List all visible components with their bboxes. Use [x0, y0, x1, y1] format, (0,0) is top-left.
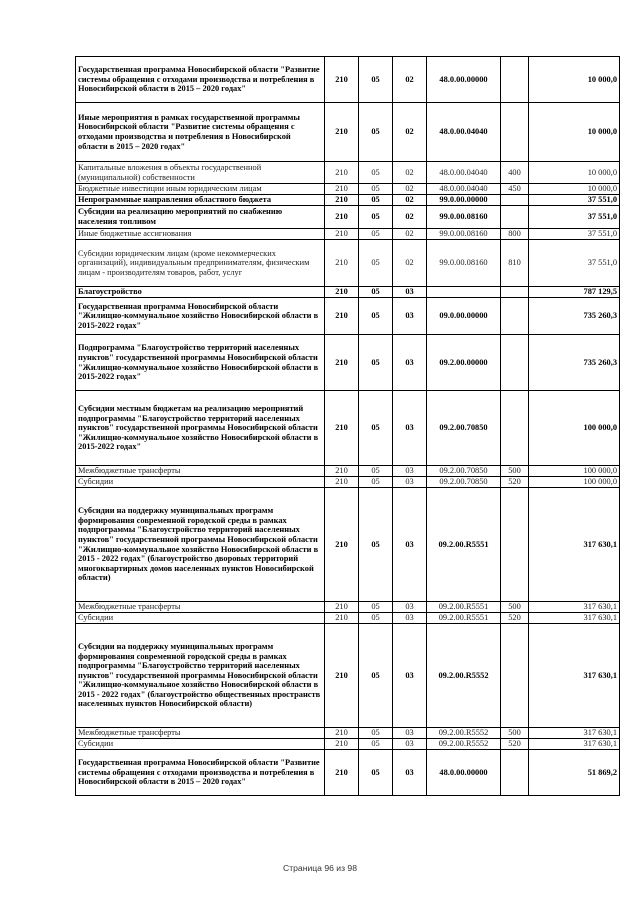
cell-section: 05 — [359, 195, 393, 206]
cell-amount: 317 630,1 — [529, 739, 620, 750]
cell-name: Субсидии — [76, 477, 325, 488]
cell-grbs: 210 — [325, 739, 359, 750]
cell-grbs: 210 — [325, 750, 359, 796]
cell-section: 05 — [359, 613, 393, 624]
cell-subsection: 02 — [393, 184, 427, 195]
cell-expense-type: 500 — [501, 466, 529, 477]
cell-target-article: 09.2.00.70850 — [427, 466, 501, 477]
cell-expense-type: 450 — [501, 184, 529, 195]
cell-subsection: 02 — [393, 57, 427, 103]
cell-amount: 317 630,1 — [529, 613, 620, 624]
cell-subsection: 02 — [393, 162, 427, 184]
cell-section: 05 — [359, 57, 393, 103]
cell-amount: 317 630,1 — [529, 728, 620, 739]
table-row — [76, 739, 620, 750]
cell-section: 05 — [359, 298, 393, 335]
table-row — [76, 162, 620, 184]
cell-section: 05 — [359, 206, 393, 229]
cell-name: Иные бюджетные ассигнования — [76, 229, 325, 240]
cell-section: 05 — [359, 477, 393, 488]
cell-expense-type — [501, 206, 529, 229]
cell-target-article: 99.0.00.08160 — [427, 229, 501, 240]
cell-amount: 37 551,0 — [529, 240, 620, 287]
cell-section: 05 — [359, 750, 393, 796]
table-row — [76, 750, 620, 796]
cell-name: Межбюджетные трансферты — [76, 466, 325, 477]
cell-target-article: 99.0.00.08160 — [427, 240, 501, 287]
cell-grbs: 210 — [325, 335, 359, 391]
cell-target-article: 09.2.00.R5552 — [427, 739, 501, 750]
cell-amount: 37 551,0 — [529, 229, 620, 240]
cell-amount: 37 551,0 — [529, 195, 620, 206]
cell-expense-type — [501, 287, 529, 298]
cell-expense-type: 800 — [501, 229, 529, 240]
cell-amount: 735 260,3 — [529, 298, 620, 335]
cell-amount: 787 129,5 — [529, 287, 620, 298]
cell-grbs: 210 — [325, 240, 359, 287]
cell-name: Благоустройство — [76, 287, 325, 298]
cell-amount: 10 000,0 — [529, 162, 620, 184]
cell-amount: 735 260,3 — [529, 335, 620, 391]
cell-subsection: 02 — [393, 195, 427, 206]
cell-amount: 100 000,0 — [529, 466, 620, 477]
cell-grbs: 210 — [325, 466, 359, 477]
cell-amount: 317 630,1 — [529, 488, 620, 602]
cell-name: Субсидии юридическим лицам (кроме некоммерческих организаций), индивидуальным предпринимателям, физическим лицам - производителям товаров, работ, услуг — [76, 240, 325, 287]
cell-grbs: 210 — [325, 488, 359, 602]
cell-target-article: 48.0.00.04040 — [427, 184, 501, 195]
cell-expense-type — [501, 103, 529, 162]
cell-target-article: 09.2.00.R5551 — [427, 613, 501, 624]
cell-section: 05 — [359, 287, 393, 298]
cell-expense-type — [501, 195, 529, 206]
cell-grbs: 210 — [325, 613, 359, 624]
cell-target-article: 09.2.00.R5552 — [427, 728, 501, 739]
table-row — [76, 624, 620, 728]
cell-section: 05 — [359, 240, 393, 287]
cell-name: Непрограммные направления областного бюджета — [76, 195, 325, 206]
page-number: Страница 96 из 98 — [283, 863, 357, 873]
cell-subsection: 02 — [393, 229, 427, 240]
table-row — [76, 298, 620, 335]
cell-grbs: 210 — [325, 184, 359, 195]
cell-subsection: 03 — [393, 477, 427, 488]
cell-target-article: 48.0.00.00000 — [427, 750, 501, 796]
cell-section: 05 — [359, 488, 393, 602]
cell-subsection: 02 — [393, 240, 427, 287]
cell-target-article: 09.2.00.R5551 — [427, 488, 501, 602]
cell-subsection: 02 — [393, 206, 427, 229]
cell-name: Субсидии на реализацию мероприятий по снабжению населения топливом — [76, 206, 325, 229]
cell-grbs: 210 — [325, 602, 359, 613]
cell-expense-type: 500 — [501, 602, 529, 613]
cell-expense-type — [501, 624, 529, 728]
cell-target-article: 09.2.00.70850 — [427, 391, 501, 466]
cell-name: Субсидии — [76, 613, 325, 624]
cell-target-article: 09.0.00.00000 — [427, 298, 501, 335]
cell-target-article: 09.2.00.R5551 — [427, 602, 501, 613]
cell-subsection: 03 — [393, 466, 427, 477]
cell-name: Государственная программа Новосибирской области "Жилищно-коммунальное хозяйство Новосибирской области в 2015-2022 годах" — [76, 298, 325, 335]
cell-subsection: 03 — [393, 624, 427, 728]
cell-target-article: 48.0.00.04040 — [427, 103, 501, 162]
table-row — [76, 477, 620, 488]
budget-table-body — [76, 57, 620, 796]
cell-section: 05 — [359, 624, 393, 728]
cell-expense-type: 520 — [501, 739, 529, 750]
cell-expense-type — [501, 335, 529, 391]
cell-name: Субсидии на поддержку муниципальных программ формирования современной городской среды в рамках подпрограммы "Благоустройство территорий населенных пунктов" государственной программы Новосибирской области "Жилищно-коммунальное хозяйство Новосибирской области в 2015 - 2022 годах" (благоустройство общественных пространств населенных пунктов Новосибирской области) — [76, 624, 325, 728]
cell-subsection: 03 — [393, 602, 427, 613]
cell-amount: 317 630,1 — [529, 624, 620, 728]
cell-expense-type: 810 — [501, 240, 529, 287]
cell-subsection: 03 — [393, 488, 427, 602]
cell-name: Подпрограмма "Благоустройство территорий населенных пунктов" государственной программы Новосибирской области "Жилищно-коммунальное хозяйство Новосибирской области в 2015-2022 годах" — [76, 335, 325, 391]
table-row — [76, 335, 620, 391]
cell-subsection: 02 — [393, 103, 427, 162]
cell-target-article — [427, 287, 501, 298]
cell-grbs: 210 — [325, 162, 359, 184]
cell-target-article: 09.2.00.70850 — [427, 477, 501, 488]
table-row — [76, 287, 620, 298]
cell-grbs: 210 — [325, 57, 359, 103]
cell-expense-type: 520 — [501, 477, 529, 488]
cell-target-article: 99.0.00.08160 — [427, 206, 501, 229]
table-row — [76, 240, 620, 287]
cell-amount: 37 551,0 — [529, 206, 620, 229]
cell-grbs: 210 — [325, 728, 359, 739]
cell-target-article: 48.0.00.00000 — [427, 57, 501, 103]
cell-amount: 10 000,0 — [529, 57, 620, 103]
cell-section: 05 — [359, 335, 393, 391]
budget-table — [75, 56, 620, 796]
cell-expense-type — [501, 488, 529, 602]
cell-subsection: 03 — [393, 298, 427, 335]
cell-expense-type — [501, 298, 529, 335]
cell-expense-type — [501, 391, 529, 466]
cell-name: Субсидии на поддержку муниципальных программ формирования современной городской среды в рамках подпрограммы "Благоустройство территорий населенных пунктов" государственной программы Новосибирской области "Жилищно-коммунальное хозяйство Новосибирской области в 2015 - 2022 годах" (благоустройство дворовых территорий многоквартирных домов населенных пунктов Новосибирской области) — [76, 488, 325, 602]
table-row — [76, 488, 620, 602]
cell-amount: 10 000,0 — [529, 103, 620, 162]
table-row — [76, 103, 620, 162]
cell-grbs: 210 — [325, 477, 359, 488]
cell-section: 05 — [359, 739, 393, 750]
cell-amount: 100 000,0 — [529, 477, 620, 488]
cell-name: Бюджетные инвестиции иным юридическим лицам — [76, 184, 325, 195]
table-row — [76, 602, 620, 613]
cell-expense-type: 500 — [501, 728, 529, 739]
cell-section: 05 — [359, 229, 393, 240]
table-row — [76, 229, 620, 240]
cell-amount: 317 630,1 — [529, 602, 620, 613]
cell-name: Субсидии — [76, 739, 325, 750]
cell-subsection: 03 — [393, 613, 427, 624]
cell-name: Межбюджетные трансферты — [76, 602, 325, 613]
cell-expense-type — [501, 57, 529, 103]
cell-grbs: 210 — [325, 206, 359, 229]
table-row — [76, 184, 620, 195]
table-row — [76, 466, 620, 477]
cell-grbs: 210 — [325, 287, 359, 298]
cell-grbs: 210 — [325, 298, 359, 335]
table-row — [76, 206, 620, 229]
cell-subsection: 03 — [393, 739, 427, 750]
cell-name: Капитальные вложения в объекты государственной (муниципальной) собственности — [76, 162, 325, 184]
cell-subsection: 03 — [393, 728, 427, 739]
cell-target-article: 09.2.00.00000 — [427, 335, 501, 391]
table-row — [76, 391, 620, 466]
cell-name: Иные мероприятия в рамках государственной программы Новосибирской области "Развитие системы обращения с отходами производства и потребления в Новосибирской области в 2015 – 2020 годах" — [76, 103, 325, 162]
cell-expense-type — [501, 750, 529, 796]
table-row — [76, 195, 620, 206]
cell-section: 05 — [359, 602, 393, 613]
cell-amount: 100 000,0 — [529, 391, 620, 466]
cell-section: 05 — [359, 728, 393, 739]
cell-name: Субсидии местным бюджетам на реализацию мероприятий подпрограммы "Благоустройство территорий населенных пунктов" государственной программы Новосибирской области "Жилищно-коммунальное хозяйство Новосибирской области в 2015-2022 годах" — [76, 391, 325, 466]
cell-target-article: 99.0.00.00000 — [427, 195, 501, 206]
cell-section: 05 — [359, 162, 393, 184]
cell-amount: 51 869,2 — [529, 750, 620, 796]
cell-section: 05 — [359, 103, 393, 162]
cell-target-article: 48.0.00.04040 — [427, 162, 501, 184]
cell-grbs: 210 — [325, 391, 359, 466]
cell-grbs: 210 — [325, 229, 359, 240]
cell-grbs: 210 — [325, 103, 359, 162]
table-row — [76, 57, 620, 103]
cell-expense-type: 400 — [501, 162, 529, 184]
cell-subsection: 03 — [393, 287, 427, 298]
cell-name: Государственная программа Новосибирской области "Развитие системы обращения с отходами производства и потребления в Новосибирской области в 2015 – 2020 годах" — [76, 750, 325, 796]
cell-subsection: 03 — [393, 391, 427, 466]
table-row — [76, 613, 620, 624]
cell-subsection: 03 — [393, 335, 427, 391]
cell-target-article: 09.2.00.R5552 — [427, 624, 501, 728]
cell-subsection: 03 — [393, 750, 427, 796]
cell-expense-type: 520 — [501, 613, 529, 624]
cell-amount: 10 000,0 — [529, 184, 620, 195]
cell-section: 05 — [359, 184, 393, 195]
cell-name: Государственная программа Новосибирской области "Развитие системы обращения с отходами производства и потребления в Новосибирской области в 2015 – 2020 годах" — [76, 57, 325, 103]
cell-section: 05 — [359, 466, 393, 477]
cell-grbs: 210 — [325, 624, 359, 728]
cell-grbs: 210 — [325, 195, 359, 206]
cell-name: Межбюджетные трансферты — [76, 728, 325, 739]
table-row — [76, 728, 620, 739]
cell-section: 05 — [359, 391, 393, 466]
